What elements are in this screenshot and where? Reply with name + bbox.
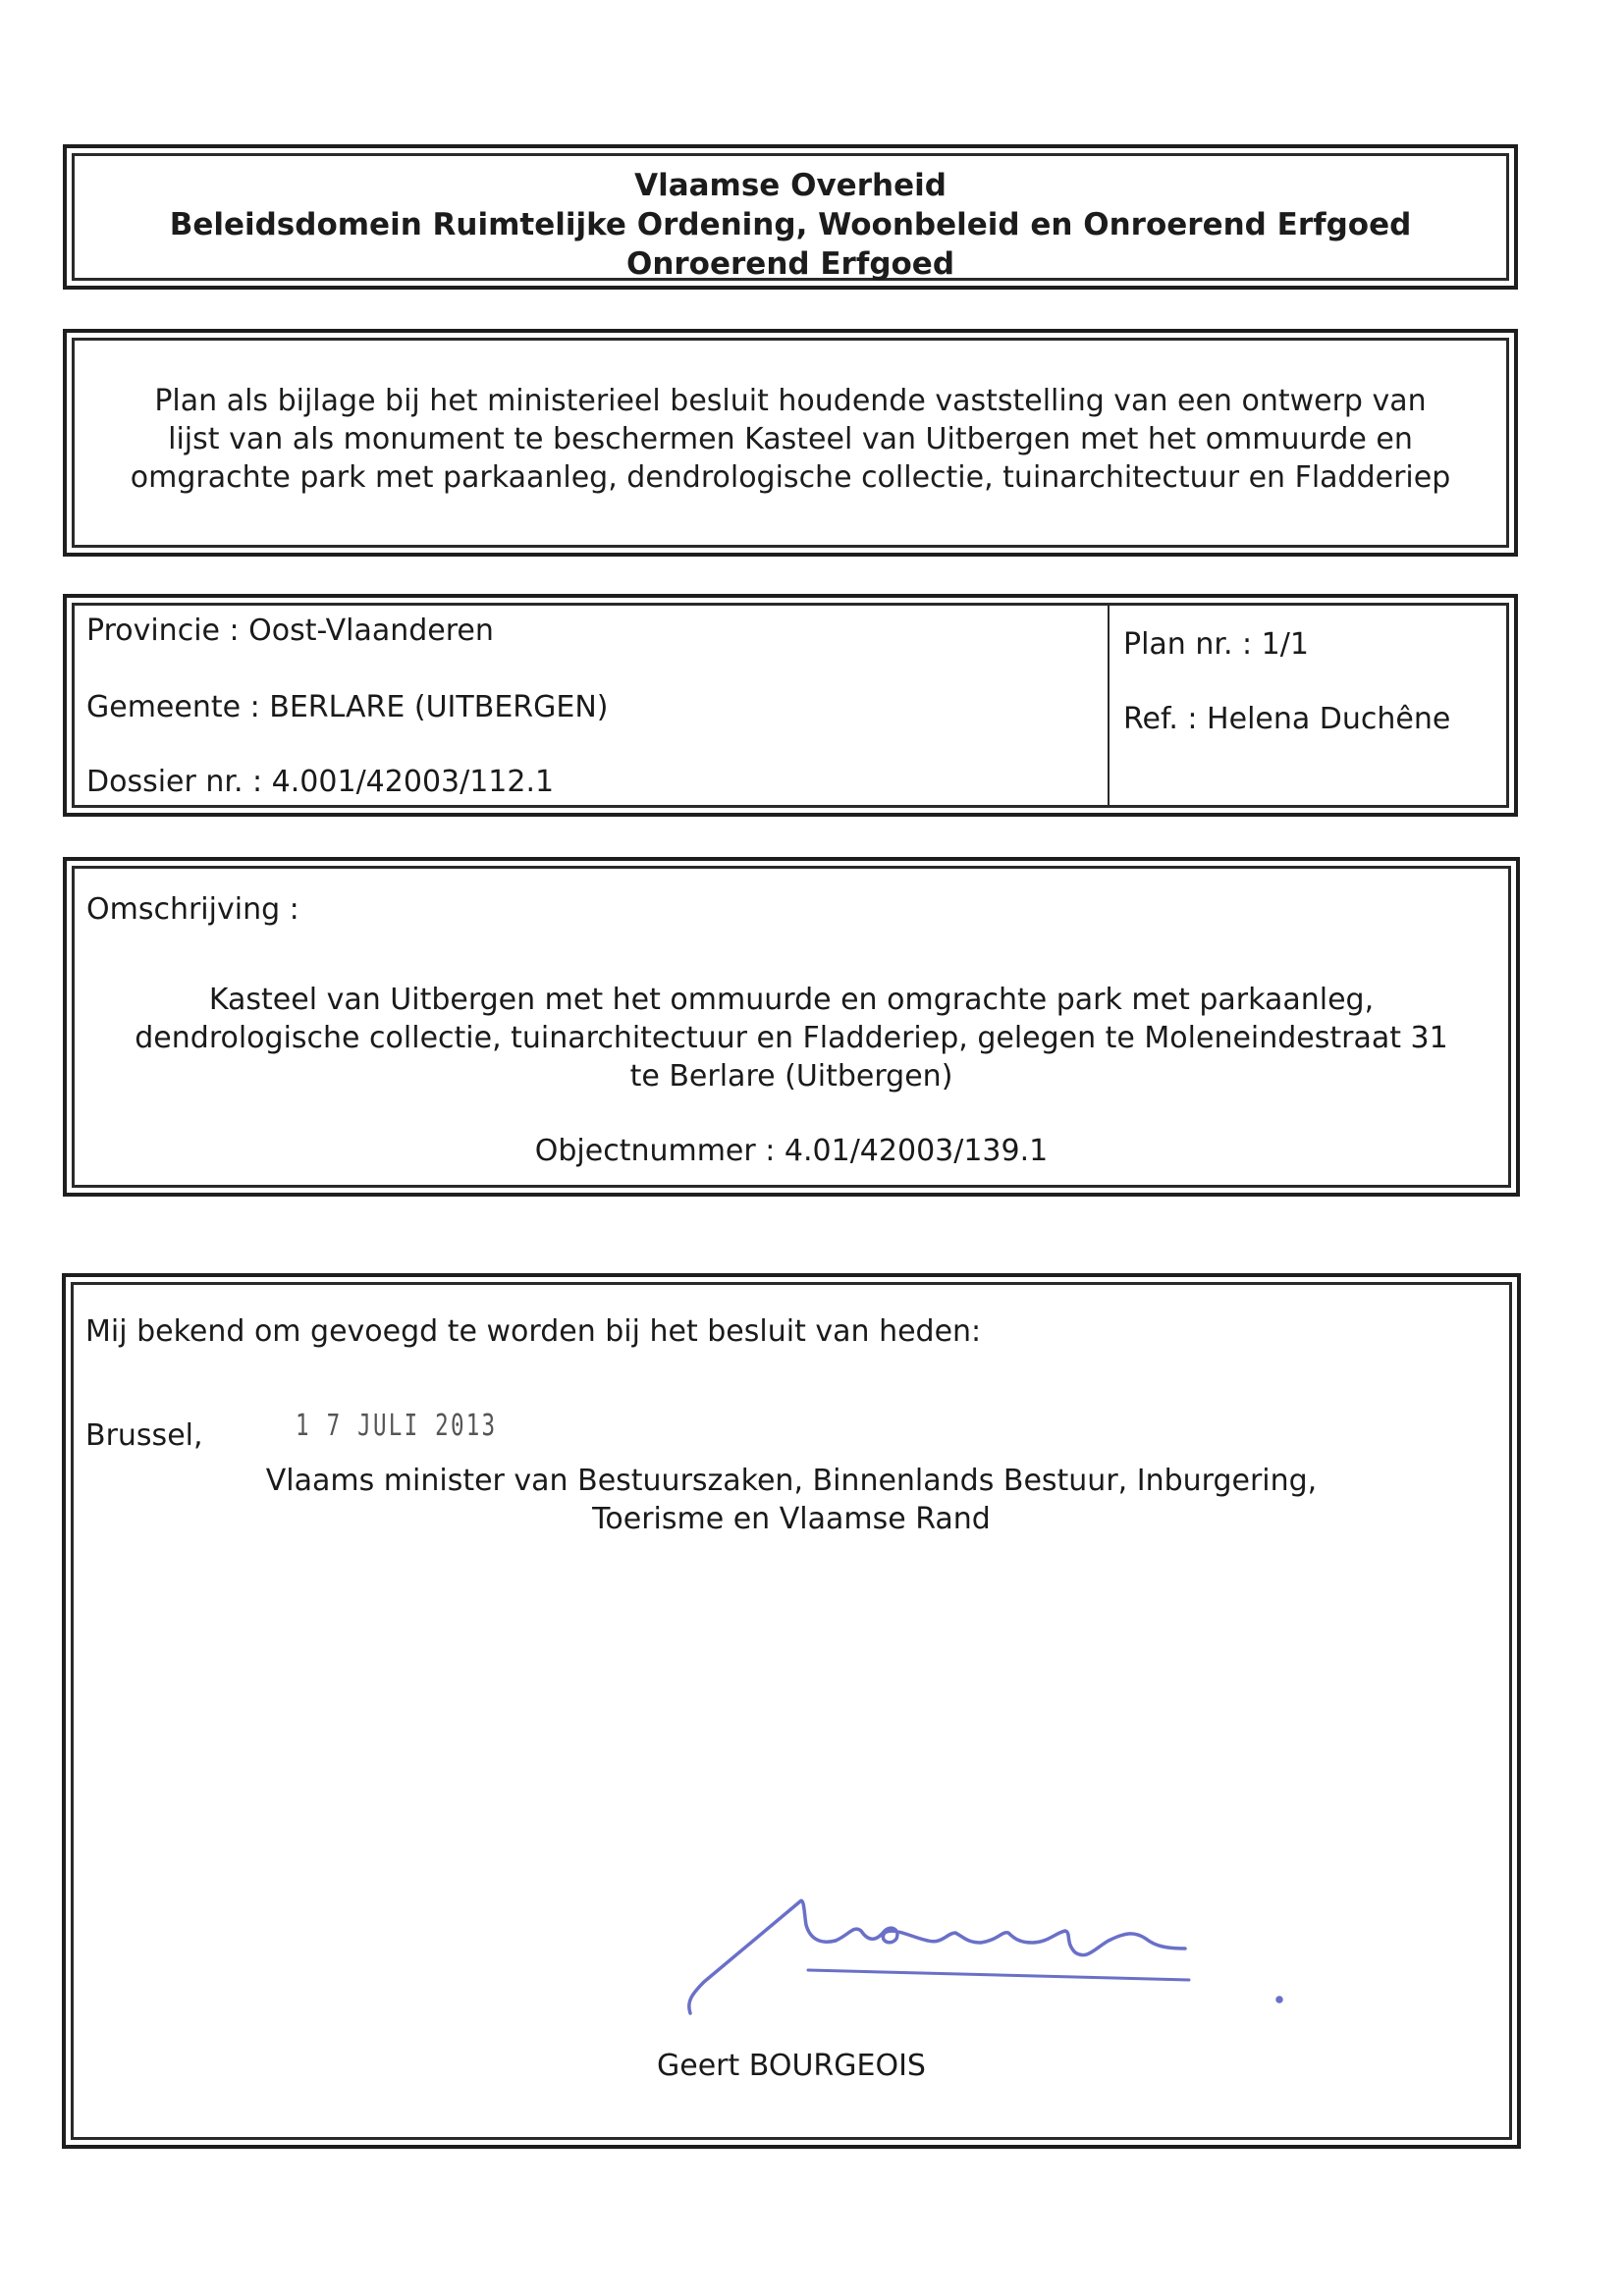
header-policy-domain: Beleidsdomein Ruimtelijke Ordening, Woonbeleid en Onroerend Erfgoed [169,207,1412,242]
info-box [63,594,1518,817]
description-line: Kasteel van Uitbergen met het ommuurde en omgrachte park met parkaanleg, [208,983,1375,1017]
gemeente-field: Gemeente : BERLARE (UITBERGEN) [86,690,609,724]
header-agency: Onroerend Erfgoed [625,246,955,282]
minister-title [74,1462,1509,1538]
signature-stroke-leading [689,1900,836,2013]
description-text [75,981,1508,1095]
signature-underline [808,1970,1189,1980]
signature-dot [1277,1998,1281,2002]
signature-stroke-body [836,1928,1185,1954]
description-box [63,857,1520,1197]
plan-description-line: lijst van als monument te beschermen Kasteel van Uitbergen met het ommuurde en [168,422,1413,456]
plan-description-line: omgrachte park met parkaanleg, dendrologische collectie, tuinarchitectuur en Fladderiep [130,460,1451,495]
minister-title-line: Vlaams minister van Bestuurszaken, Binnenlands Bestuur, Inburgering, [265,1464,1318,1498]
plan-description-inner-border [72,338,1509,548]
date-stamp: 1 7 JULI 2013 [296,1409,498,1443]
description-inner-border [72,866,1511,1188]
info-inner-border [72,603,1509,808]
approval-statement: Mij bekend om gevoegd te worden bij het besluit van heden: [85,1314,982,1349]
header-text [75,166,1506,284]
plan-number-field: Plan nr. : 1/1 [1123,627,1309,662]
description-label: Omschrijving : [86,892,299,927]
approval-inner-border [71,1282,1512,2140]
signatory-name: Geert BOURGEOIS [657,2049,926,2083]
reference-field: Ref. : Helena Duchêne [1123,702,1451,736]
dossier-number-field: Dossier nr. : 4.001/42003/112.1 [86,765,555,799]
info-right-column [1108,606,1506,805]
provincie-field: Provincie : Oost-Vlaanderen [86,614,494,648]
plan-description-text [75,382,1506,497]
header-box [63,144,1518,290]
description-line: dendrologische collectie, tuinarchitectuur en Fladderiep, gelegen te Moleneindestraat 31 [135,1021,1448,1055]
header-inner-border [72,153,1509,281]
approval-place: Brussel, [85,1418,203,1453]
plan-description-line: Plan als bijlage bij het ministerieel besluit houdende vaststelling van een ontwerp van [154,384,1427,418]
object-number: Objectnummer : 4.01/42003/139.1 [534,1134,1049,1168]
approval-box [62,1273,1521,2149]
info-left-column [75,606,1108,805]
description-line: te Berlare (Uitbergen) [629,1059,953,1094]
plan-description-box [63,329,1518,557]
minister-title-line: Toerisme en Vlaamse Rand [592,1502,991,1536]
handwritten-signature [643,1854,1350,2031]
signature-strokes [689,1900,1281,2013]
header-government: Vlaamse Overheid [634,168,947,203]
